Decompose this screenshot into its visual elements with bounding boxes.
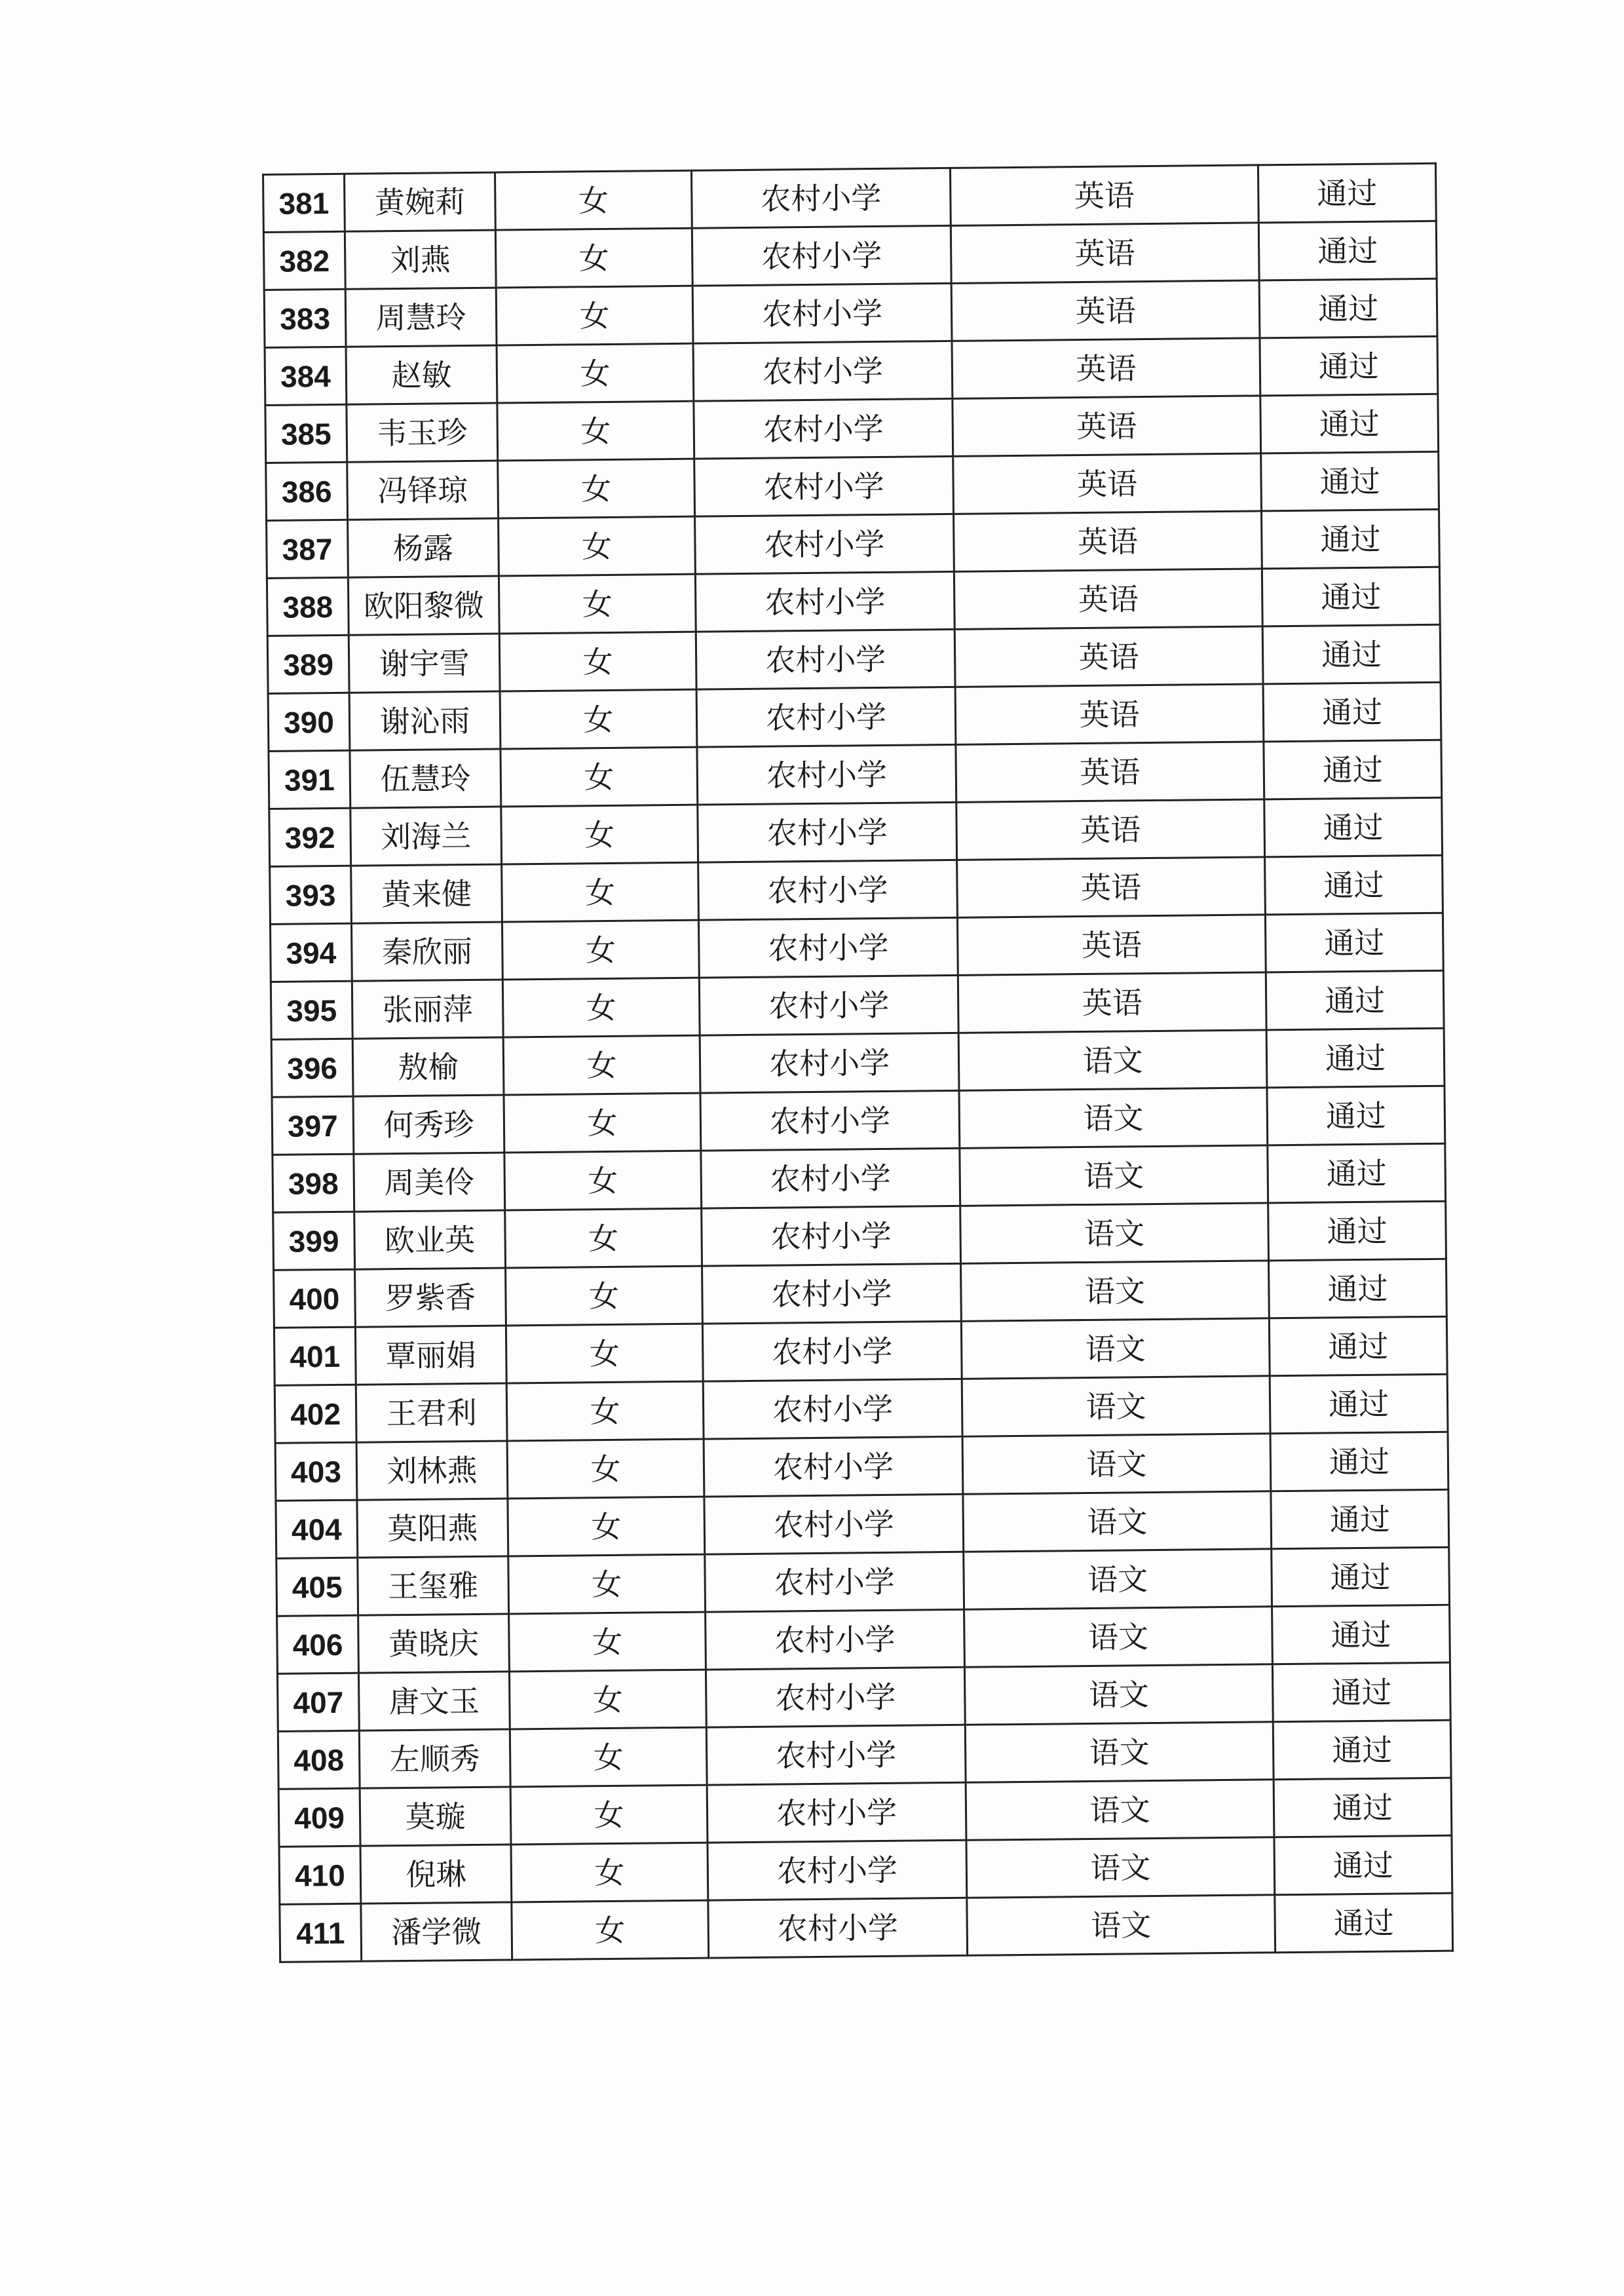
subject-cell: 语文 [964, 1664, 1273, 1725]
row-number: 409 [278, 1788, 360, 1846]
person-name: 赵敏 [346, 345, 497, 404]
subject-cell: 英语 [951, 280, 1260, 341]
row-number: 384 [265, 347, 347, 405]
result-cell: 通过 [1260, 394, 1439, 453]
school-type-cell: 农村小学 [691, 168, 951, 228]
subject-cell: 英语 [954, 511, 1262, 572]
gender-cell: 女 [501, 805, 698, 864]
school-type-cell: 农村小学 [707, 1782, 966, 1843]
result-cell: 通过 [1268, 1143, 1446, 1203]
gender-cell: 女 [499, 516, 696, 576]
result-cell: 通过 [1260, 336, 1438, 396]
table-row [265, 394, 1439, 463]
table-row [280, 1893, 1453, 1962]
result-cell: 通过 [1265, 855, 1443, 915]
gender-cell: 女 [502, 920, 699, 980]
school-type-cell: 农村小学 [700, 1033, 959, 1093]
result-cell: 通过 [1262, 567, 1440, 626]
school-type-cell: 农村小学 [697, 744, 956, 805]
row-number: 405 [276, 1558, 358, 1616]
person-name: 黄来健 [351, 864, 502, 923]
gender-cell: 女 [504, 1093, 701, 1153]
gender-cell: 女 [504, 1151, 702, 1210]
subject-cell: 语文 [962, 1376, 1270, 1437]
subject-cell: 英语 [951, 223, 1259, 284]
table-row [266, 451, 1439, 520]
result-cell: 通过 [1266, 1028, 1445, 1088]
school-type-cell: 农村小学 [708, 1840, 967, 1900]
row-number: 390 [268, 693, 350, 751]
person-name: 张丽萍 [352, 980, 503, 1039]
person-name: 欧业英 [354, 1210, 506, 1269]
roster-table [262, 163, 1454, 1963]
table-row [265, 336, 1438, 405]
person-name: 莫阳燕 [357, 1499, 508, 1558]
result-cell: 通过 [1258, 221, 1437, 280]
person-name: 唐文玉 [358, 1672, 510, 1731]
result-cell: 通过 [1274, 1778, 1452, 1837]
subject-cell: 英语 [957, 915, 1266, 976]
subject-cell: 语文 [961, 1261, 1270, 1322]
result-cell: 通过 [1263, 682, 1441, 742]
result-cell: 通过 [1262, 624, 1441, 684]
subject-cell: 语文 [965, 1722, 1274, 1783]
gender-cell: 女 [500, 747, 698, 807]
subject-cell: 语文 [961, 1318, 1270, 1379]
result-cell: 通过 [1274, 1835, 1452, 1895]
gender-cell: 女 [510, 1785, 708, 1845]
result-cell: 通过 [1272, 1662, 1450, 1722]
person-name: 左顺秀 [359, 1729, 510, 1788]
table-row [274, 1259, 1447, 1328]
table-row [267, 509, 1440, 578]
row-number: 406 [277, 1615, 359, 1674]
subject-cell: 语文 [960, 1145, 1268, 1206]
school-type-cell: 农村小学 [703, 1379, 962, 1439]
school-type-cell: 农村小学 [699, 975, 958, 1035]
school-type-cell: 农村小学 [694, 398, 953, 459]
person-name: 周美伶 [354, 1153, 505, 1212]
gender-cell: 女 [497, 401, 694, 461]
table-row [272, 1086, 1445, 1155]
result-cell: 通过 [1267, 1086, 1445, 1145]
row-number: 388 [267, 577, 349, 636]
result-cell: 通过 [1264, 740, 1442, 799]
subject-cell: 英语 [958, 972, 1266, 1033]
result-cell: 通过 [1261, 451, 1439, 511]
person-name: 罗紫香 [355, 1268, 506, 1327]
row-number: 397 [272, 1096, 354, 1155]
person-name: 黄婉莉 [345, 172, 496, 231]
gender-cell: 女 [499, 632, 696, 691]
gender-cell: 女 [502, 862, 699, 922]
row-number: 399 [273, 1212, 355, 1270]
subject-cell: 英语 [954, 569, 1262, 630]
subject-cell: 英语 [954, 626, 1263, 687]
row-number: 400 [274, 1269, 356, 1328]
gender-cell: 女 [496, 286, 693, 345]
result-cell: 通过 [1264, 797, 1443, 857]
person-name: 覃丽娟 [355, 1326, 506, 1385]
table-row [264, 278, 1437, 347]
subject-cell: 语文 [964, 1549, 1272, 1610]
table-row [274, 1316, 1447, 1385]
subject-cell: 语文 [960, 1203, 1269, 1264]
school-type-cell: 农村小学 [702, 1263, 962, 1324]
row-number: 392 [269, 808, 351, 866]
subject-cell: 语文 [958, 1030, 1267, 1091]
school-type-cell: 农村小学 [695, 514, 954, 574]
person-name: 黄晓庆 [358, 1614, 510, 1673]
table-row [279, 1835, 1452, 1904]
row-number: 381 [263, 174, 345, 232]
person-name: 敖榆 [352, 1037, 504, 1096]
school-type-cell: 农村小学 [692, 225, 951, 286]
result-cell: 通过 [1273, 1720, 1451, 1780]
subject-cell: 语文 [962, 1434, 1271, 1495]
result-cell: 通过 [1270, 1432, 1448, 1491]
table-row [278, 1778, 1452, 1846]
school-type-cell: 农村小学 [702, 1321, 962, 1381]
table-row [278, 1720, 1451, 1789]
table-row [273, 1143, 1446, 1212]
person-name: 伍慧玲 [350, 749, 501, 808]
school-type-cell: 农村小学 [704, 1436, 963, 1497]
table-row [276, 1547, 1450, 1616]
gender-cell: 女 [495, 228, 692, 288]
school-type-cell: 农村小学 [696, 687, 956, 747]
subject-cell: 英语 [952, 338, 1260, 399]
subject-cell: 英语 [956, 799, 1265, 860]
subject-cell: 英语 [953, 396, 1261, 457]
result-cell: 通过 [1272, 1547, 1450, 1607]
gender-cell: 女 [509, 1612, 706, 1672]
table-row [269, 740, 1442, 809]
row-number: 411 [280, 1904, 362, 1962]
person-name: 冯铎琼 [347, 461, 499, 520]
subject-cell: 语文 [964, 1607, 1273, 1668]
school-type-cell: 农村小学 [698, 917, 958, 978]
table-row [267, 624, 1441, 693]
school-type-cell: 农村小学 [695, 571, 954, 632]
row-number: 403 [275, 1442, 357, 1501]
person-name: 何秀珍 [353, 1095, 504, 1154]
school-type-cell: 农村小学 [693, 341, 953, 401]
gender-cell: 女 [511, 1843, 708, 1902]
person-name: 刘海兰 [350, 807, 502, 866]
table-row [270, 913, 1443, 982]
school-type-cell: 农村小学 [702, 1206, 961, 1266]
row-number: 389 [267, 635, 349, 693]
gender-cell: 女 [506, 1324, 703, 1383]
gender-cell: 女 [500, 689, 697, 749]
gender-cell: 女 [508, 1554, 706, 1614]
subject-cell: 语文 [959, 1088, 1268, 1149]
person-name: 潘学微 [361, 1902, 512, 1961]
result-cell: 通过 [1268, 1201, 1446, 1261]
school-type-cell: 农村小学 [706, 1725, 966, 1785]
school-type-cell: 农村小学 [696, 629, 955, 689]
person-name: 欧阳黎微 [348, 576, 499, 635]
row-number: 385 [265, 404, 347, 463]
school-type-cell: 农村小学 [700, 1090, 960, 1151]
gender-cell: 女 [506, 1266, 703, 1326]
gender-cell: 女 [495, 170, 692, 230]
person-name: 刘燕 [345, 230, 496, 289]
row-number: 391 [269, 750, 350, 809]
gender-cell: 女 [502, 978, 700, 1037]
table-row [263, 221, 1437, 290]
gender-cell: 女 [499, 574, 696, 634]
school-type-cell: 农村小学 [708, 1898, 968, 1958]
table-row [267, 567, 1440, 636]
table-row [273, 1201, 1446, 1270]
result-cell: 通过 [1259, 278, 1437, 338]
person-name: 王君利 [356, 1383, 507, 1442]
person-name: 王玺雅 [358, 1556, 509, 1615]
row-number: 382 [263, 231, 345, 290]
gender-cell: 女 [498, 459, 695, 518]
table-row [271, 970, 1444, 1039]
school-type-cell: 农村小学 [698, 860, 958, 920]
table-row [268, 682, 1441, 751]
subject-cell: 英语 [955, 684, 1264, 745]
person-name: 倪琳 [360, 1845, 512, 1904]
subject-cell: 语文 [966, 1837, 1275, 1898]
roster-table-body [263, 163, 1453, 1962]
subject-cell: 英语 [957, 857, 1266, 918]
table-row [277, 1605, 1450, 1674]
person-name: 秦欣丽 [351, 922, 502, 981]
row-number: 395 [271, 981, 352, 1039]
row-number: 383 [264, 289, 346, 347]
table-row [271, 1028, 1445, 1097]
gender-cell: 女 [497, 343, 694, 403]
row-number: 398 [273, 1154, 354, 1212]
row-number: 410 [279, 1846, 361, 1904]
subject-cell: 语文 [963, 1491, 1272, 1552]
gender-cell: 女 [510, 1727, 707, 1787]
row-number: 407 [277, 1673, 359, 1731]
gender-cell: 女 [508, 1497, 705, 1556]
table-row [275, 1432, 1448, 1501]
subject-cell: 语文 [967, 1895, 1275, 1956]
person-name: 刘林燕 [356, 1441, 508, 1500]
gender-cell: 女 [505, 1208, 702, 1268]
subject-cell: 语文 [966, 1780, 1274, 1841]
school-type-cell: 农村小学 [692, 283, 952, 343]
gender-cell: 女 [509, 1670, 706, 1729]
subject-cell: 英语 [956, 742, 1264, 803]
person-name: 谢宇雪 [349, 634, 500, 693]
table-row [277, 1662, 1450, 1731]
school-type-cell: 农村小学 [706, 1609, 965, 1670]
row-number: 386 [266, 462, 348, 520]
school-type-cell: 农村小学 [698, 802, 957, 862]
result-cell: 通过 [1266, 970, 1444, 1030]
result-cell: 通过 [1268, 1259, 1446, 1318]
table-row [269, 797, 1443, 866]
row-number: 396 [271, 1039, 353, 1097]
result-cell: 通过 [1262, 509, 1440, 569]
person-name: 韦玉珍 [347, 403, 498, 462]
gender-cell: 女 [503, 1035, 700, 1095]
school-type-cell: 农村小学 [706, 1667, 965, 1727]
row-number: 402 [274, 1385, 356, 1443]
school-type-cell: 农村小学 [704, 1494, 964, 1554]
school-type-cell: 农村小学 [705, 1552, 964, 1612]
row-number: 401 [274, 1327, 356, 1385]
gender-cell: 女 [507, 1439, 704, 1499]
gender-cell: 女 [512, 1900, 709, 1960]
subject-cell: 英语 [953, 453, 1262, 514]
school-type-cell: 农村小学 [701, 1148, 960, 1208]
row-number: 393 [270, 866, 352, 924]
table-row [263, 163, 1437, 232]
result-cell: 通过 [1270, 1374, 1448, 1434]
result-cell: 通过 [1258, 163, 1436, 223]
row-number: 404 [276, 1500, 358, 1558]
result-cell: 通过 [1275, 1893, 1453, 1953]
result-cell: 通过 [1271, 1489, 1449, 1549]
school-type-cell: 农村小学 [694, 456, 954, 516]
row-number: 394 [270, 923, 352, 982]
subject-cell: 英语 [950, 165, 1258, 226]
gender-cell: 女 [506, 1381, 704, 1441]
person-name: 莫璇 [360, 1787, 511, 1846]
person-name: 杨露 [348, 518, 499, 577]
person-name: 谢沁雨 [349, 691, 500, 750]
result-cell: 通过 [1265, 913, 1443, 972]
row-number: 408 [278, 1731, 360, 1789]
result-cell: 通过 [1269, 1316, 1447, 1376]
table-row [270, 855, 1443, 924]
person-name: 周慧玲 [345, 288, 497, 347]
result-cell: 通过 [1272, 1605, 1450, 1664]
table-row [276, 1489, 1449, 1558]
table-row [274, 1374, 1448, 1443]
row-number: 387 [267, 520, 349, 578]
